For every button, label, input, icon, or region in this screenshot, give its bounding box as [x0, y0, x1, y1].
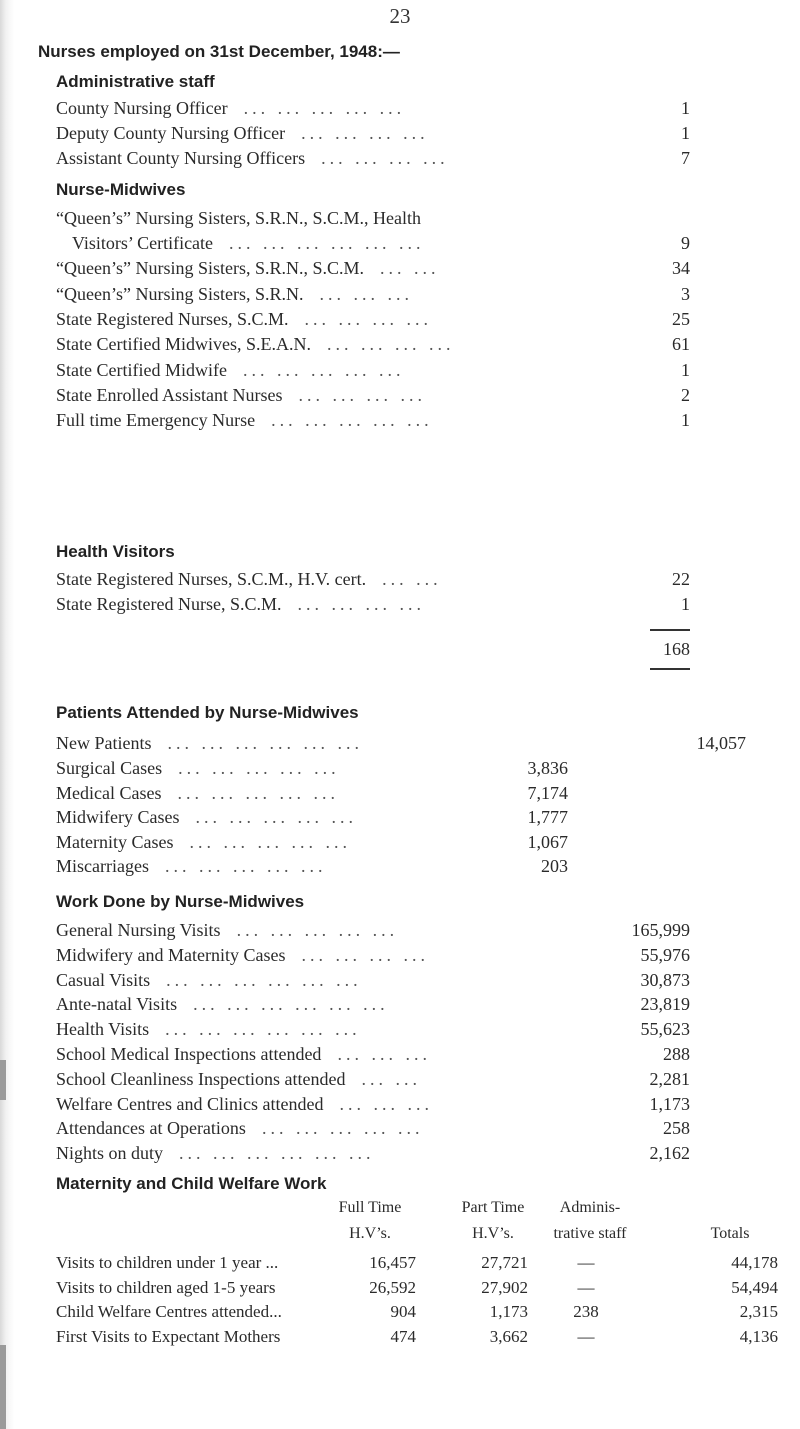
total-value: 4,136 — [739, 1326, 778, 1346]
page-heading: Nurses employed on 31st December, 1948:— — [38, 42, 400, 61]
row-value: 1,173 — [649, 1093, 690, 1114]
row-label: School Cleanliness Inspections attended — [56, 1068, 346, 1089]
section-title-health-visitors: Health Visitors — [56, 542, 175, 561]
scan-edge-mark — [0, 1345, 6, 1429]
row-label: Midwifery and Maternity Cases — [56, 944, 286, 965]
leader-dots: ... ... ... ... ... ... — [179, 1143, 375, 1164]
total-value: 2,315 — [739, 1302, 778, 1321]
row-label: Medical Cases — [56, 782, 162, 803]
row-label: General Nursing Visits — [56, 920, 221, 940]
part-time-value: 1,173 — [489, 1302, 528, 1321]
leader-dots: ... ... ... ... ... — [195, 807, 357, 827]
leader-dots: ... ... ... ... — [304, 308, 432, 329]
row-label: State Registered Nurse, S.C.M. — [56, 594, 282, 614]
row-label: New Patients — [56, 733, 152, 753]
col-header-admin-staff: trative staff — [553, 1225, 627, 1242]
leader-dots: ... ... ... ... ... ... — [165, 1019, 361, 1040]
leader-dots: ... ... ... ... — [301, 944, 429, 965]
leader-dots: ... ... ... ... ... — [242, 359, 405, 380]
row-value: 3,836 — [527, 758, 568, 778]
row-label: State Registered Nurses, S.C.M. — [56, 308, 289, 329]
row-label: Surgical Cases — [56, 758, 163, 778]
row-value: 1 — [681, 359, 690, 380]
row-value: 55,976 — [640, 944, 690, 965]
total-value: 44,178 — [731, 1253, 778, 1272]
row-value: 55,623 — [640, 1019, 690, 1040]
page-gutter — [0, 0, 14, 1429]
row-value: 1,067 — [527, 831, 568, 852]
row-label: Assistant County Nursing Officers — [56, 148, 306, 168]
admin-staff-value: — — [577, 1326, 595, 1346]
col-header-admin: Adminis- — [559, 1199, 621, 1216]
row-label: State Enrolled Assistant Nurses — [56, 384, 283, 405]
row-value: 2,162 — [649, 1143, 690, 1164]
row-label: Child Welfare Centres attended... — [56, 1302, 282, 1321]
scan-edge-mark — [0, 1060, 6, 1100]
page-number: 23 — [389, 4, 411, 28]
row-value: 22 — [672, 569, 690, 589]
section-title-maternity-child: Maternity and Child Welfare Work — [56, 1174, 327, 1193]
row-value: 1,777 — [527, 807, 568, 827]
col-header-totals: Totals — [710, 1225, 750, 1242]
leader-dots: ... ... ... — [337, 1044, 431, 1064]
leader-dots: ... ... ... ... — [301, 123, 429, 143]
part-time-value: 27,902 — [481, 1277, 528, 1297]
leader-dots: ... ... ... ... ... ... — [167, 733, 363, 753]
leader-dots: ... ... ... ... — [326, 334, 455, 355]
leader-dots: ... ... ... ... ... — [243, 98, 406, 118]
leader-dots: ... ... — [380, 258, 440, 279]
row-value: 288 — [663, 1044, 690, 1064]
row-label: Ante-natal Visits — [56, 994, 178, 1015]
row-label: “Queen’s” Nursing Sisters, S.R.N., S.C.M., Health — [56, 208, 421, 228]
leader-dots: ... ... ... ... ... — [236, 920, 399, 940]
row-value: 1 — [681, 123, 690, 143]
row-label: Health Visits — [56, 1019, 150, 1040]
row-value: 61 — [672, 334, 690, 355]
full-time-value: 474 — [390, 1326, 416, 1346]
leader-dots: ... ... ... ... ... — [177, 782, 339, 803]
row-value: 1 — [681, 410, 690, 431]
row-label: Miscarriages — [56, 856, 149, 876]
leader-dots: ... ... ... ... ... — [189, 831, 351, 852]
row-value: 3 — [681, 283, 690, 304]
row-value: 34 — [672, 258, 690, 279]
total-rule — [650, 668, 690, 670]
leader-dots: ... ... ... ... — [297, 594, 425, 614]
col-header-full-time-hv: H.V’s. — [349, 1225, 391, 1242]
total-value: 54,494 — [731, 1277, 778, 1297]
row-label: Full time Emergency Nurse — [56, 410, 256, 431]
section-title-nurse-midwives: Nurse-Midwives — [56, 180, 186, 199]
row-value: 2,281 — [649, 1068, 690, 1089]
leader-dots: ... ... ... ... — [298, 384, 426, 405]
row-label: Welfare Centres and Clinics attended — [56, 1093, 324, 1114]
leader-dots: ... ... ... ... ... — [271, 410, 433, 431]
row-label: Casual Visits — [56, 969, 151, 990]
row-value: 25 — [672, 308, 690, 329]
part-time-value: 3,662 — [489, 1326, 528, 1346]
row-value: 1 — [681, 98, 690, 118]
full-time-value: 16,457 — [369, 1253, 416, 1272]
row-label: County Nursing Officer — [56, 98, 228, 118]
row-label: Midwifery Cases — [56, 807, 180, 827]
row-value: 23,819 — [640, 994, 690, 1015]
row-label: First Visits to Expectant Mothers — [56, 1326, 281, 1346]
row-value: 165,999 — [631, 920, 690, 940]
row-label: Attendances at Operations — [56, 1118, 246, 1139]
row-value: 30,873 — [640, 969, 690, 990]
leader-dots: ... ... ... ... — [321, 148, 449, 168]
row-label: “Queen’s” Nursing Sisters, S.R.N. — [56, 283, 304, 304]
total-value: 168 — [663, 639, 690, 659]
full-time-value: 26,592 — [369, 1277, 416, 1297]
row-label: State Certified Midwives, S.E.A.N. — [56, 334, 311, 355]
row-label: “Queen’s” Nursing Sisters, S.R.N., S.C.M. — [56, 258, 365, 279]
admin-staff-value: — — [577, 1277, 595, 1297]
row-value: 2 — [681, 384, 690, 405]
leader-dots: ... ... ... — [319, 283, 413, 304]
row-label: Nights on duty — [56, 1143, 164, 1164]
leader-dots: ... ... ... ... ... ... — [193, 994, 389, 1015]
col-header-part-time: Part Time — [461, 1199, 525, 1216]
row-value: 9 — [681, 233, 690, 253]
admin-staff-value: — — [577, 1253, 595, 1272]
leader-dots: ... ... ... ... ... — [261, 1118, 424, 1139]
row-label: Visits to children under 1 year ... — [56, 1253, 279, 1272]
section-title-patients: Patients Attended by Nurse-Midwives — [56, 703, 359, 722]
part-time-value: 27,721 — [481, 1253, 528, 1272]
section-title-work-done: Work Done by Nurse-Midwives — [56, 892, 305, 911]
leader-dots: ... ... — [382, 569, 442, 589]
leader-dots: ... ... ... ... ... ... — [166, 969, 362, 990]
col-header-part-time-hv: H.V’s. — [472, 1225, 514, 1242]
leader-dots: ... ... — [361, 1068, 421, 1089]
row-label: Visits to children aged 1-5 years — [56, 1277, 276, 1297]
row-label: Maternity Cases — [56, 831, 174, 852]
leader-dots: ... ... ... — [339, 1093, 433, 1114]
row-label: State Registered Nurses, S.C.M., H.V. cert. — [56, 569, 367, 589]
row-value: 1 — [681, 594, 690, 614]
row-value: 258 — [663, 1118, 690, 1139]
col-header-full-time: Full Time — [338, 1199, 402, 1216]
leader-dots: ... ... ... ... ... — [178, 758, 340, 778]
admin-staff-value: 238 — [573, 1302, 599, 1321]
subtotal-rule — [650, 629, 690, 631]
row-value: 203 — [541, 856, 568, 876]
row-label: State Certified Midwife — [56, 359, 227, 380]
full-time-value: 904 — [390, 1302, 416, 1321]
leader-dots: ... ... ... ... ... ... — [229, 233, 425, 253]
leader-dots: ... ... ... ... ... — [164, 856, 327, 876]
row-label: Deputy County Nursing Officer — [56, 123, 286, 143]
row-value: 7,174 — [527, 782, 568, 803]
row-label: Visitors’ Certificate — [72, 233, 214, 253]
row-label: School Medical Inspections attended — [56, 1044, 322, 1064]
row-value: 14,057 — [696, 733, 746, 753]
section-title-administrative: Administrative staff — [56, 72, 215, 91]
row-value: 7 — [681, 148, 690, 168]
